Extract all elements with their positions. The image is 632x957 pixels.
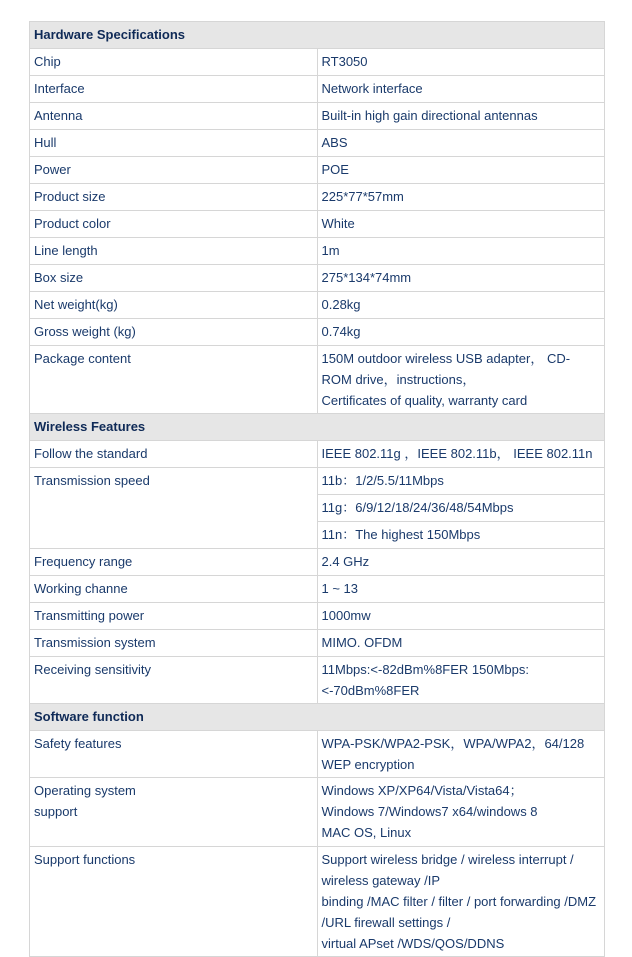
value-line: Certificates of quality, warranty card	[321, 393, 528, 408]
table-row	[30, 731, 605, 778]
table-row	[30, 292, 605, 319]
row-value: 11n：The highest 150Mbps	[317, 522, 605, 549]
row-label: Gross weight (kg)	[30, 319, 318, 346]
section-title: Software function	[30, 704, 605, 731]
row-value	[317, 847, 605, 957]
row-value: ABS	[317, 130, 605, 157]
row-value: 1000mw	[317, 603, 605, 630]
section-header-wireless	[30, 414, 605, 441]
table-row	[30, 238, 605, 265]
row-value: WPA-PSK/WPA2-PSK，WPA/WPA2，64/128 WEP encryption	[317, 731, 605, 778]
table-row	[30, 441, 605, 468]
row-value: White	[317, 211, 605, 238]
row-label: Working channe	[30, 576, 318, 603]
table-row	[30, 630, 605, 657]
row-label: Transmitting power	[30, 603, 318, 630]
row-label	[30, 778, 318, 847]
row-label: Safety features	[30, 731, 318, 778]
table-row	[30, 103, 605, 130]
row-label: Receiving sensitivity	[30, 657, 318, 704]
row-label: Package content	[30, 346, 318, 414]
row-label: Product size	[30, 184, 318, 211]
table-row	[30, 157, 605, 184]
section-title: Hardware Specifications	[30, 22, 605, 49]
spec-table	[29, 21, 605, 957]
row-value: 1m	[317, 238, 605, 265]
row-value: Network interface	[317, 76, 605, 103]
label-line: Operating system	[34, 783, 136, 798]
table-row	[30, 576, 605, 603]
table-row	[30, 130, 605, 157]
row-value: 2.4 GHz	[317, 549, 605, 576]
row-value: 0.28kg	[317, 292, 605, 319]
row-label: Power	[30, 157, 318, 184]
row-value: 0.74kg	[317, 319, 605, 346]
table-row	[30, 319, 605, 346]
section-header-software	[30, 704, 605, 731]
value-line: Support wireless bridge / wireless interrupt / wireless gateway /IP	[321, 852, 574, 888]
row-value: 225*77*57mm	[317, 184, 605, 211]
table-row	[30, 184, 605, 211]
row-label: Box size	[30, 265, 318, 292]
row-label: Support functions	[30, 847, 318, 957]
row-value: POE	[317, 157, 605, 184]
row-label: Antenna	[30, 103, 318, 130]
row-value: RT3050	[317, 49, 605, 76]
value-line: Windows XP/XP64/Vista/Vista64；	[321, 783, 523, 798]
table-row	[30, 657, 605, 704]
row-label: Hull	[30, 130, 318, 157]
row-value: 11Mbps:<-82dBm%8FER 150Mbps:<-70dBm%8FER	[317, 657, 605, 704]
table-row	[30, 346, 605, 414]
row-label: Net weight(kg)	[30, 292, 318, 319]
value-line: 150M outdoor wireless USB adapter， CD-ROM drive，instructions，	[321, 351, 571, 387]
table-row	[30, 468, 605, 495]
table-row	[30, 778, 605, 847]
row-value: 275*134*74mm	[317, 265, 605, 292]
label-line: support	[34, 804, 78, 819]
table-row	[30, 603, 605, 630]
row-label: Transmission system	[30, 630, 318, 657]
value-line: MAC OS, Linux	[321, 825, 412, 840]
table-row	[30, 211, 605, 238]
table-row	[30, 549, 605, 576]
row-label: Transmission speed	[30, 468, 318, 549]
row-value: 1 ~ 13	[317, 576, 605, 603]
value-line: Windows 7/Windows7 x64/windows 8	[321, 804, 538, 819]
table-row	[30, 49, 605, 76]
value-line: binding /MAC filter / filter / port forwarding /DMZ /URL firewall settings /	[321, 894, 597, 930]
row-value: 11g：6/9/12/18/24/36/48/54Mbps	[317, 495, 605, 522]
row-label: Line length	[30, 238, 318, 265]
row-value: IEEE 802.11g ，IEEE 802.11b， IEEE 802.11n	[317, 441, 605, 468]
row-label: Interface	[30, 76, 318, 103]
row-label: Follow the standard	[30, 441, 318, 468]
value-line: virtual APset /WDS/QOS/DDNS	[321, 936, 505, 951]
section-header-hardware	[30, 22, 605, 49]
row-value	[317, 778, 605, 847]
row-label: Chip	[30, 49, 318, 76]
table-row	[30, 847, 605, 957]
row-value	[317, 346, 605, 414]
row-label: Frequency range	[30, 549, 318, 576]
row-label: Product color	[30, 211, 318, 238]
row-value: MIMO. OFDM	[317, 630, 605, 657]
section-title: Wireless Features	[30, 414, 605, 441]
table-row	[30, 76, 605, 103]
row-value: 11b：1/2/5.5/11Mbps	[317, 468, 605, 495]
row-value: Built-in high gain directional antennas	[317, 103, 605, 130]
table-row	[30, 265, 605, 292]
